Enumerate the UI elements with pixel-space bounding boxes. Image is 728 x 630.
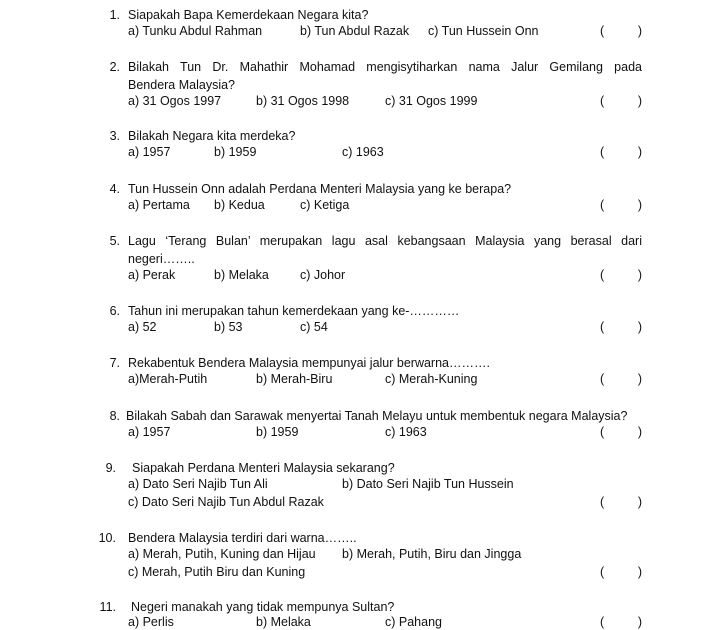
option-b: b) 1959: [256, 425, 299, 439]
question-text-line-1: Lagu ‘Terang Bulan’ merupakan lagu asal kebangsaan Malaysia yang berasal dari: [128, 234, 642, 248]
option-b: b) Melaka: [214, 268, 269, 282]
option-a: a) Perlis: [128, 615, 174, 629]
question-text-line-2: negeri……..: [128, 252, 195, 266]
option-b: b) 1959: [214, 145, 257, 159]
question-text-line-2: Bendera Malaysia?: [128, 78, 236, 92]
question-number: 3.: [109, 129, 120, 143]
option-a: a) Pertama: [128, 198, 190, 212]
option-b: b) Merah-Biru: [256, 372, 333, 386]
option-b: b) Melaka: [256, 615, 311, 629]
option-c: c) Merah-Kuning: [385, 372, 478, 386]
option-a: a)Merah-Putih: [128, 372, 208, 386]
question-number: 1.: [109, 8, 120, 22]
question-text: Bendera Malaysia terdiri dari warna……..: [128, 531, 357, 545]
option-a: a) 31 Ogos 1997: [128, 94, 222, 108]
question-number: 9.: [105, 461, 116, 475]
option-c: c) 1963: [342, 145, 384, 159]
option-a: a) Perak: [128, 268, 176, 282]
option-b: b) Dato Seri Najib Tun Hussein: [342, 477, 514, 491]
option-a: a) Tunku Abdul Rahman: [128, 24, 263, 38]
question-number: 8.: [109, 409, 120, 423]
option-c: c) Tun Hussein Onn: [428, 24, 539, 38]
question-text: Tahun ini merupakan tahun kemerdekaan yang ke-…………: [128, 304, 460, 318]
question-text: Negeri manakah yang tidak mempunya Sultan?: [131, 600, 395, 614]
question-number: 6.: [109, 304, 120, 318]
option-c: c) Ketiga: [300, 198, 350, 212]
option-b: b) Kedua: [214, 198, 265, 212]
question-number: 11.: [99, 600, 116, 614]
option-c: c) Merah, Putih Biru dan Kuning: [128, 565, 306, 579]
question-number: 2.: [109, 60, 120, 74]
option-b: b) Merah, Putih, Biru dan Jingga: [342, 547, 522, 561]
option-c: c) Pahang: [385, 615, 442, 629]
option-c: c) 54: [300, 320, 328, 334]
option-c: c) Johor: [300, 268, 346, 282]
question-number: 5.: [109, 234, 120, 248]
option-a: a) Dato Seri Najib Tun Ali: [128, 477, 268, 491]
option-c: c) Dato Seri Najib Tun Abdul Razak: [128, 495, 324, 509]
option-a: a) 1957: [128, 425, 171, 439]
question-text: Bilakah Negara kita merdeka?: [128, 129, 296, 143]
question-number: 4.: [109, 182, 120, 196]
question-text: Siapakah Perdana Menteri Malaysia sekarang?: [132, 461, 395, 475]
question-text: Siapakah Bapa Kemerdekaan Negara kita?: [128, 8, 369, 22]
option-a: a) 1957: [128, 145, 171, 159]
question-text: Rekabentuk Bendera Malaysia mempunyai jalur berwarna……….: [128, 356, 490, 370]
option-c: c) 1963: [385, 425, 427, 439]
question-text: Bilakah Sabah dan Sarawak menyertai Tanah Melayu untuk membentuk negara Malaysia?: [126, 409, 628, 423]
question-text: Tun Hussein Onn adalah Perdana Menteri Malaysia yang ke berapa?: [128, 182, 512, 196]
question-text-line-1: Bilakah Tun Dr. Mahathir Mohamad mengisytiharkan nama Jalur Gemilang pada: [128, 60, 642, 74]
option-b: b) Tun Abdul Razak: [300, 24, 410, 38]
option-c: c) 31 Ogos 1999: [385, 94, 478, 108]
option-b: b) 31 Ogos 1998: [256, 94, 350, 108]
option-a: a) 52: [128, 320, 157, 334]
question-number: 10.: [98, 531, 116, 545]
option-a: a) Merah, Putih, Kuning dan Hijau: [128, 547, 316, 561]
option-b: b) 53: [214, 320, 243, 334]
question-number: 7.: [109, 356, 120, 370]
